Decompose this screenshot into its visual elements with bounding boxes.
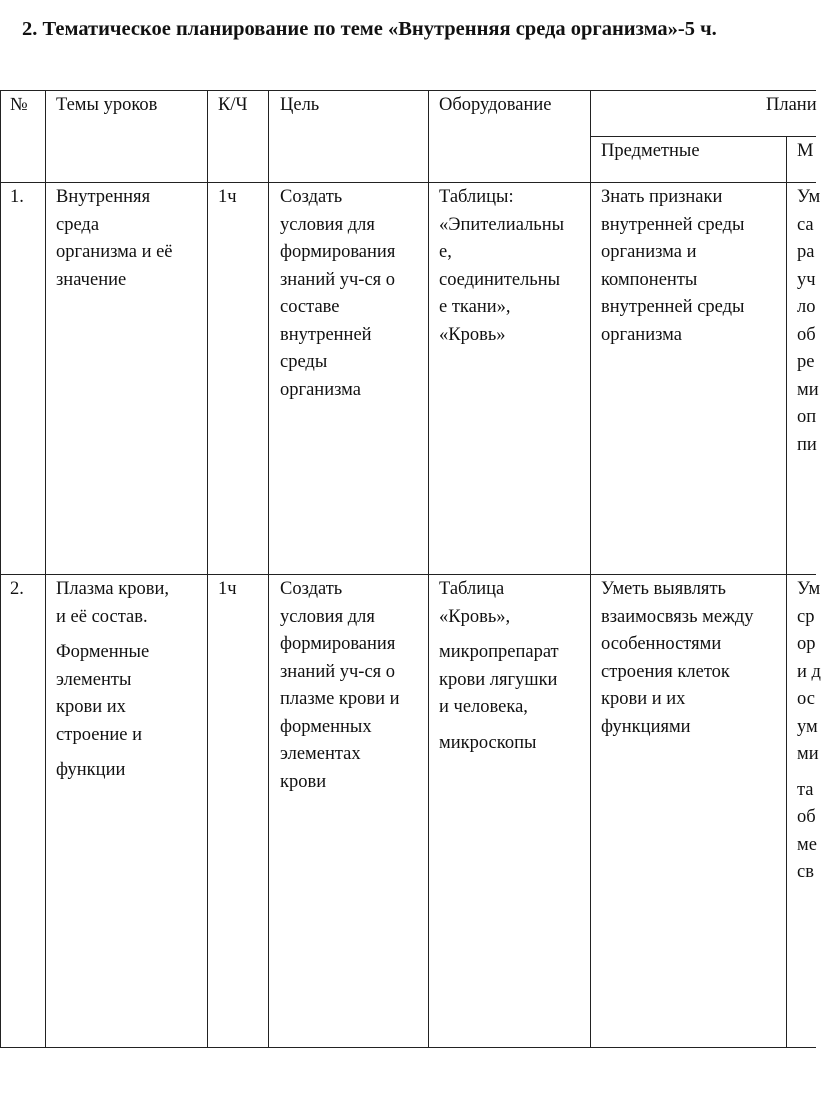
row2-topic: Плазма крови, и её состав. Форменные элементы крови их строение и функции xyxy=(56,579,170,780)
header-topic: Темы уроков xyxy=(56,95,158,115)
header-goal: Цель xyxy=(280,95,320,115)
col-divider-num xyxy=(45,90,46,1048)
page-title: 2. Тематическое планирование по теме «Внутренняя среда организма»-5 ч. xyxy=(22,18,717,40)
header-hours: К/Ч xyxy=(218,95,248,115)
row1-subject: Знать признаки внутренней среды организма и компоненты внутренней среды организма xyxy=(601,187,745,345)
header-subject: Предметные xyxy=(601,141,700,161)
col-divider-topic xyxy=(207,90,208,1048)
row2-meta: Ум ср ор и д ос ум ми та об ме св xyxy=(797,579,821,882)
header-planned: Плани xyxy=(766,95,817,115)
row1-num: 1. xyxy=(10,187,24,207)
row1-meta: Ум са ра уч ло об ре ми оп пи xyxy=(797,187,821,455)
table-header-bottom xyxy=(0,182,816,183)
table-subheader-line xyxy=(590,136,816,137)
table-border-bottom xyxy=(0,1047,816,1048)
row1-hours: 1ч xyxy=(218,187,237,207)
row2-equipment: Таблица «Кровь», микропрепарат крови лягушки и человека, микроскопы xyxy=(439,579,559,753)
row2-num: 2. xyxy=(10,579,24,599)
header-meta: М xyxy=(797,141,814,161)
row1-topic: Внутренняя среда организма и её значение xyxy=(56,187,173,290)
table-row-divider xyxy=(0,574,816,575)
table-border-top xyxy=(0,90,816,91)
col-divider-equipment xyxy=(590,90,591,1048)
col-divider-hours xyxy=(268,90,269,1048)
row1-goal: Создать условия для формирования знаний уч-ся о составе внутренней среды организма xyxy=(280,187,396,400)
col-divider-subject xyxy=(786,136,787,1048)
row2-subject: Уметь выявлять взаимосвязь между особенностями строения клеток крови и их функциями xyxy=(601,579,754,737)
row2-hours: 1ч xyxy=(218,579,237,599)
row1-equipment: Таблицы: «Эпителиальны е, соединительны е ткани», «Кровь» xyxy=(439,187,565,345)
header-equipment: Оборудование xyxy=(439,95,552,115)
table-border-left xyxy=(0,90,1,1048)
row2-goal: Создать условия для формирования знаний уч-ся о плазме крови и форменных элементах крови xyxy=(280,579,400,792)
header-num: № xyxy=(10,95,28,115)
col-divider-goal xyxy=(428,90,429,1048)
